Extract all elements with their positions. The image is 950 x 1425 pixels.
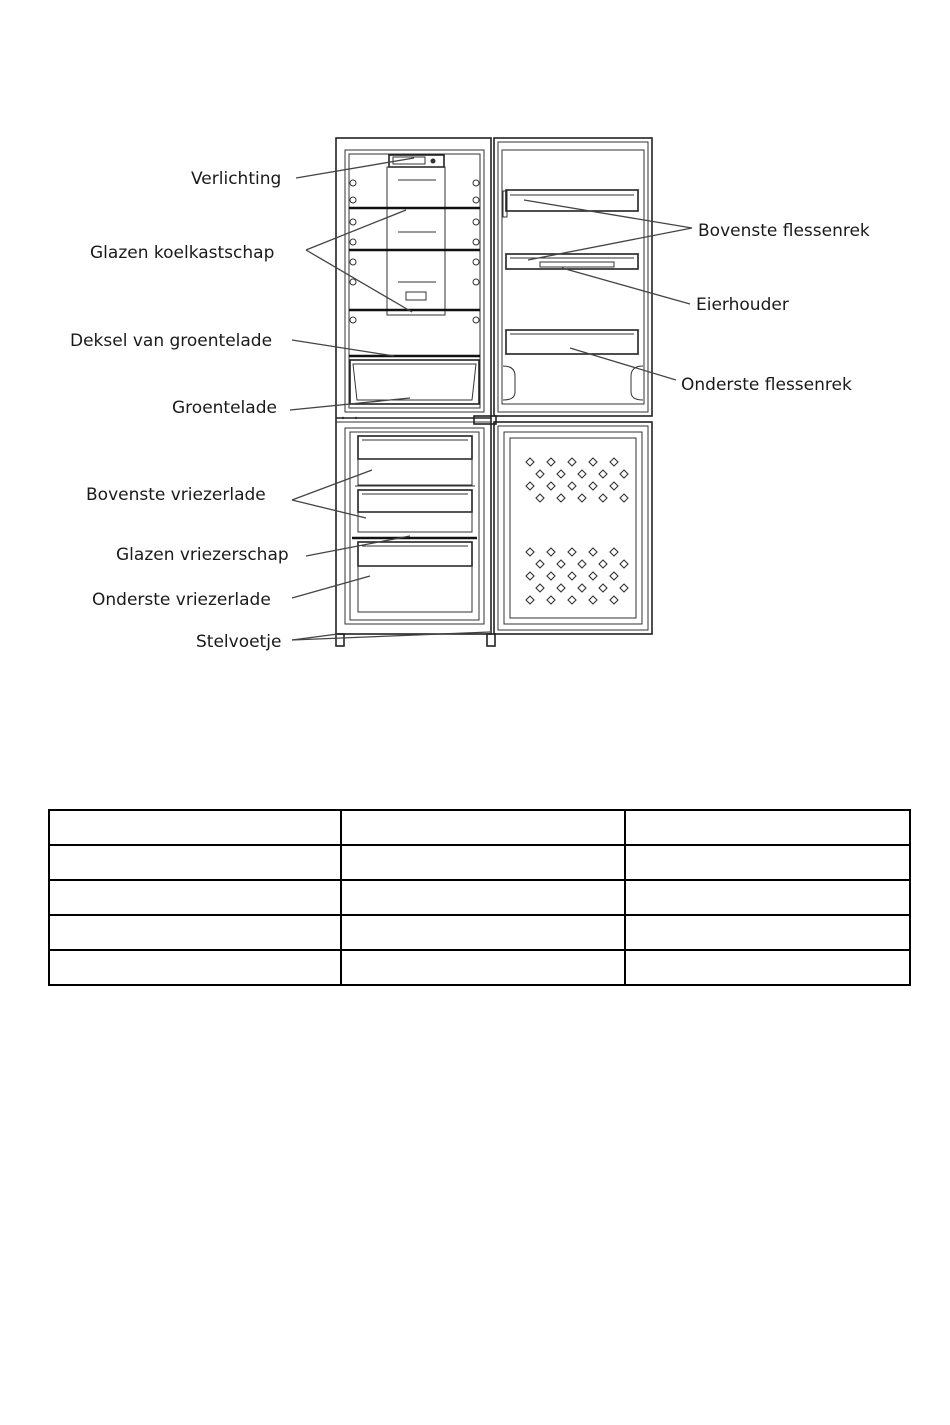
pattern-diamond xyxy=(557,494,565,502)
pattern-diamond xyxy=(536,494,544,502)
light-housing xyxy=(387,155,445,315)
pattern-diamond xyxy=(599,560,607,568)
table-cell xyxy=(341,880,625,915)
table-cell xyxy=(625,950,910,985)
pattern-diamond xyxy=(610,482,618,490)
label-eierhouder: Eierhouder xyxy=(696,295,789,315)
table-cell xyxy=(49,845,341,880)
table-cell xyxy=(625,880,910,915)
pattern-diamond xyxy=(568,458,576,466)
table-cell xyxy=(625,845,910,880)
pattern-diamond xyxy=(547,548,555,556)
table-row xyxy=(49,845,910,880)
table-cell xyxy=(49,915,341,950)
pattern-diamond xyxy=(610,548,618,556)
table-cell xyxy=(341,950,625,985)
table-cell xyxy=(341,810,625,845)
table-cell xyxy=(49,950,341,985)
pattern-diamond xyxy=(589,458,597,466)
pattern-diamond xyxy=(610,572,618,580)
label-bovenste-vriezerlade: Bovenste vriezerlade xyxy=(86,485,266,505)
label-glazen-koelkastschap: Glazen koelkastschap xyxy=(90,243,275,263)
label-deksel-groentelade: Deksel van groentelade xyxy=(70,331,273,351)
pattern-diamond xyxy=(589,482,597,490)
pattern-diamond xyxy=(610,596,618,604)
label-onderste-vriezerlade: Onderste vriezerlade xyxy=(92,590,271,610)
pattern-diamond xyxy=(599,470,607,478)
fridge-cabinet xyxy=(336,138,491,634)
table-cell xyxy=(625,810,910,845)
table-cell xyxy=(49,810,341,845)
pattern-diamond xyxy=(610,458,618,466)
bottle-racks xyxy=(503,190,643,400)
fridge-diagram xyxy=(0,0,950,700)
pattern-diamond xyxy=(589,596,597,604)
pattern-diamond xyxy=(578,584,586,592)
pattern-diamond xyxy=(578,560,586,568)
shelf-supports xyxy=(350,180,479,323)
table-cell xyxy=(49,880,341,915)
pattern-diamond xyxy=(536,470,544,478)
table-cell xyxy=(341,915,625,950)
pattern-diamond xyxy=(620,494,628,502)
crisper-drawer xyxy=(342,356,480,419)
freezer-door xyxy=(494,422,652,634)
fridge-door xyxy=(494,138,652,416)
pattern-diamond xyxy=(536,584,544,592)
pattern-diamond xyxy=(557,560,565,568)
pattern-diamond xyxy=(599,494,607,502)
table-row xyxy=(49,880,910,915)
table-row xyxy=(49,950,910,985)
pattern-diamond xyxy=(526,572,534,580)
label-onderste-flessenrek: Onderste flessenrek xyxy=(681,375,852,395)
pattern-diamond xyxy=(536,560,544,568)
pattern-diamond xyxy=(526,596,534,604)
label-stelvoetje: Stelvoetje xyxy=(196,632,282,652)
table-row xyxy=(49,810,910,845)
table-cell xyxy=(625,915,910,950)
pattern-diamond xyxy=(589,548,597,556)
pattern-diamond xyxy=(620,470,628,478)
label-groentelade: Groentelade xyxy=(172,398,277,418)
freezer-door-pattern xyxy=(526,458,628,604)
pattern-diamond xyxy=(526,548,534,556)
pattern-diamond xyxy=(526,482,534,490)
pattern-diamond xyxy=(547,596,555,604)
pattern-diamond xyxy=(557,584,565,592)
pattern-diamond xyxy=(547,482,555,490)
pattern-diamond xyxy=(568,596,576,604)
pattern-diamond xyxy=(578,470,586,478)
pattern-diamond xyxy=(589,572,597,580)
pattern-diamond xyxy=(620,560,628,568)
pattern-diamond xyxy=(578,494,586,502)
pattern-diamond xyxy=(568,572,576,580)
label-bovenste-flessenrek: Bovenste flessenrek xyxy=(698,221,870,241)
spec-table xyxy=(48,809,911,986)
pattern-diamond xyxy=(568,548,576,556)
pattern-diamond xyxy=(547,458,555,466)
table-row xyxy=(49,915,910,950)
pattern-diamond xyxy=(599,584,607,592)
pattern-diamond xyxy=(620,584,628,592)
pattern-diamond xyxy=(547,572,555,580)
label-glazen-vriezerschap: Glazen vriezerschap xyxy=(116,545,289,565)
pattern-diamond xyxy=(526,458,534,466)
spec-table-body xyxy=(49,810,910,985)
freezer-drawers xyxy=(352,436,477,612)
table-cell xyxy=(341,845,625,880)
adjustable-feet xyxy=(336,634,495,646)
label-verlichting: Verlichting xyxy=(191,169,282,189)
glass-shelves xyxy=(349,208,480,310)
pattern-diamond xyxy=(568,482,576,490)
pattern-diamond xyxy=(557,470,565,478)
